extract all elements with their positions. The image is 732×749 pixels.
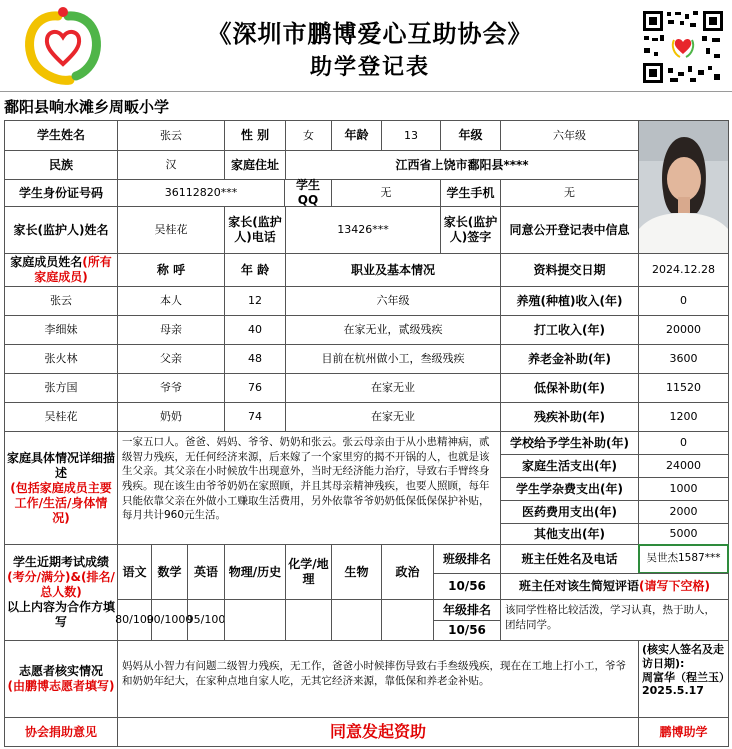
student-photo-image bbox=[639, 121, 728, 253]
subject-header: 生物 bbox=[331, 544, 382, 600]
subject-header: 物理/历史 bbox=[224, 544, 286, 600]
form-title: 《深圳市鹏博爱心互助协会》 bbox=[207, 19, 533, 48]
address: 江西省上饶市鄱阳县**** bbox=[285, 150, 639, 180]
volunteer-label-cell bbox=[4, 640, 118, 718]
exam-label-cell bbox=[4, 544, 118, 641]
address-label: 家庭住址 bbox=[224, 150, 286, 180]
subject-header: 政治 bbox=[381, 544, 434, 600]
volunteer-text: 妈妈从小智力有问题二级智力残疾，无工作，爸爸小时候摔伤导致右手叁级残疾，现在在工地上打小工，爷爷和奶奶年纪大，在家种点地自家人吃，无其它经济来源，靠低保和养老金补贴。 bbox=[117, 640, 639, 718]
finance-label: 学校给予学生补助(年) bbox=[500, 431, 639, 455]
finance-value: 0 bbox=[638, 286, 729, 316]
job-header: 职业及基本情况 bbox=[285, 253, 501, 287]
guardian-sign-label: 家长(监护人)签字 bbox=[440, 206, 501, 254]
guardian-label: 家长(监护人)姓名 bbox=[4, 206, 118, 254]
grade-label: 年级 bbox=[440, 120, 501, 151]
submit-date-label: 资料提交日期 bbox=[500, 253, 639, 287]
member-age: 12 bbox=[224, 286, 286, 316]
member-name: 张方国 bbox=[4, 373, 118, 403]
submit-date: 2024.12.28 bbox=[638, 253, 729, 287]
age-header: 年 龄 bbox=[224, 253, 286, 287]
finance-value: 5000 bbox=[638, 523, 729, 545]
finance-label: 低保补助(年) bbox=[500, 373, 639, 403]
org-name: 鹏博助学 bbox=[638, 717, 729, 747]
student-photo bbox=[638, 120, 729, 254]
volunteer-sign-cell bbox=[638, 640, 729, 718]
age-label: 年龄 bbox=[331, 120, 382, 151]
member-age: 74 bbox=[224, 402, 286, 432]
finance-value: 20000 bbox=[638, 315, 729, 345]
subject-header: 数学 bbox=[151, 544, 188, 600]
id-label: 学生身份证号码 bbox=[4, 179, 118, 207]
exam-label: 学生近期考试成绩 bbox=[12, 555, 109, 569]
volunteer-signer: 周富华（程兰玉） bbox=[642, 670, 730, 684]
qq-label: 学生QQ bbox=[284, 179, 332, 207]
guardian-phone: 13426*** bbox=[285, 206, 441, 254]
age: 13 bbox=[381, 120, 441, 151]
finance-label: 养殖(种植)收入(年) bbox=[500, 286, 639, 316]
guardian-phone-label: 家长(监护人)电话 bbox=[224, 206, 286, 254]
subject-score bbox=[224, 599, 286, 641]
opinion-text: 同意发起资助 bbox=[117, 717, 639, 747]
student-name-label: 学生姓名 bbox=[4, 120, 118, 151]
volunteer-date: 2025.5.17 bbox=[642, 684, 704, 698]
phone: 无 bbox=[500, 179, 639, 207]
gender: 女 bbox=[285, 120, 332, 151]
subject-header: 英语 bbox=[187, 544, 225, 600]
member-job: 在家无业 bbox=[285, 402, 501, 432]
volunteer-sign-label: (核实人签名及走访日期): bbox=[642, 643, 725, 670]
subject-score bbox=[331, 599, 382, 641]
finance-value: 1000 bbox=[638, 477, 729, 501]
exam-label-note: (考分/满分)&(排名/总人数) bbox=[7, 570, 115, 599]
finance-value: 3600 bbox=[638, 344, 729, 374]
member-age: 40 bbox=[224, 315, 286, 345]
finance-label: 其他支出(年) bbox=[500, 523, 639, 545]
family-name-header-label: 家庭成员姓名 bbox=[10, 255, 83, 269]
student-id: 36112820*** bbox=[117, 179, 285, 207]
gender-label: 性 别 bbox=[224, 120, 286, 151]
finance-label: 养老金补助(年) bbox=[500, 344, 639, 374]
guardian-name: 吴桂花 bbox=[117, 206, 225, 254]
member-job: 在家无业 bbox=[285, 373, 501, 403]
family-name-header-note: (所有家庭成员) bbox=[34, 255, 112, 284]
class-rank-label: 班级排名 bbox=[433, 544, 501, 574]
member-relation: 本人 bbox=[117, 286, 225, 316]
subject-score: 80/100 bbox=[117, 599, 152, 641]
class-rank: 10/56 bbox=[433, 573, 501, 600]
member-name: 张云 bbox=[4, 286, 118, 316]
finance-value: 24000 bbox=[638, 454, 729, 478]
member-job: 目前在杭州做小工，叁级残疾 bbox=[285, 344, 501, 374]
finance-label: 学生学杂费支出(年) bbox=[500, 477, 639, 501]
teacher-comment-note: (请写下空格) bbox=[639, 579, 710, 593]
member-age: 76 bbox=[224, 373, 286, 403]
member-age: 48 bbox=[224, 344, 286, 374]
finance-value: 2000 bbox=[638, 500, 729, 524]
member-name: 张火林 bbox=[4, 344, 118, 374]
teacher-label: 班主任姓名及电话 bbox=[500, 544, 639, 574]
member-job: 在家无业，贰级残疾 bbox=[285, 315, 501, 345]
situation-label-note: (包括家庭成员主要工作/生活/身体情况) bbox=[10, 480, 112, 525]
member-relation: 奶奶 bbox=[117, 402, 225, 432]
finance-value: 1200 bbox=[638, 402, 729, 432]
form-subtitle: 助学登记表 bbox=[309, 54, 430, 80]
opinion-label: 协会捐助意见 bbox=[4, 717, 118, 747]
student-name: 张云 bbox=[117, 120, 225, 151]
teacher-comment-label-cell bbox=[500, 573, 729, 600]
subject-header: 化学/地理 bbox=[285, 544, 332, 600]
subject-score bbox=[381, 599, 434, 641]
consent-text: 同意公开登记表中信息 bbox=[500, 206, 639, 254]
member-relation: 爷爷 bbox=[117, 373, 225, 403]
subject-score: 95/100 bbox=[187, 599, 225, 641]
member-relation: 母亲 bbox=[117, 315, 225, 345]
subject-score bbox=[285, 599, 332, 641]
finance-label: 打工收入(年) bbox=[500, 315, 639, 345]
finance-label: 家庭生活支出(年) bbox=[500, 454, 639, 478]
ethnicity-label: 民族 bbox=[4, 150, 118, 180]
school-name: 鄱阳县响水滩乡周畈小学 bbox=[4, 98, 170, 116]
situation-label-cell bbox=[4, 431, 118, 545]
teacher-contact: 吴世杰1587*** bbox=[638, 544, 729, 574]
grade-rank: 10/56 bbox=[433, 620, 501, 641]
subject-score: 90/1000 bbox=[151, 599, 188, 641]
member-name: 吴桂花 bbox=[4, 402, 118, 432]
ethnicity: 汉 bbox=[117, 150, 225, 180]
grade-rank-label: 年级排名 bbox=[433, 599, 501, 621]
volunteer-label-note: (由鹏博志愿者填写) bbox=[7, 679, 115, 693]
volunteer-label: 志愿者核实情况 bbox=[18, 664, 103, 678]
teacher-comment: 该同学性格比较活泼，学习认真，热于助人，团结同学。 bbox=[500, 599, 729, 641]
subject-header: 语文 bbox=[117, 544, 152, 600]
finance-value: 11520 bbox=[638, 373, 729, 403]
phone-label: 学生手机 bbox=[440, 179, 501, 207]
member-name: 李细妹 bbox=[4, 315, 118, 345]
teacher-comment-label: 班主任对该生简短评语 bbox=[519, 579, 640, 593]
member-relation: 父亲 bbox=[117, 344, 225, 374]
exam-label-tail: 以上内容为合作方填写 bbox=[7, 600, 116, 629]
member-job: 六年级 bbox=[285, 286, 501, 316]
finance-label: 医药费用支出(年) bbox=[500, 500, 639, 524]
qq: 无 bbox=[331, 179, 441, 207]
family-name-header bbox=[4, 253, 118, 287]
situation-label: 家庭具体情况详细描述 bbox=[7, 450, 116, 480]
finance-value: 0 bbox=[638, 431, 729, 455]
relation-header: 称 呼 bbox=[117, 253, 225, 287]
grade: 六年级 bbox=[500, 120, 639, 151]
situation-text: 一家五口人。爸爸、妈妈、爷爷、奶奶和张云。张云母亲由于从小患精神病，贰级智力残疾，无任何经济来源，后来嫁了一个家里穷的揭不开锅的人，也就是该生父亲。其父亲在小时候放牛出现意外，当时无经济能力治疗，导致右手臂终身残疾。现在该生由爷爷奶奶在家照顾，并且其母亲精神残疾，也要人照顾，每年只能依靠父亲在外做小工赚取生活费用，另外依靠爷爷奶奶低保低保保护补贴，每月共计960元生活。 bbox=[117, 431, 501, 545]
finance-label: 残疾补助(年) bbox=[500, 402, 639, 432]
